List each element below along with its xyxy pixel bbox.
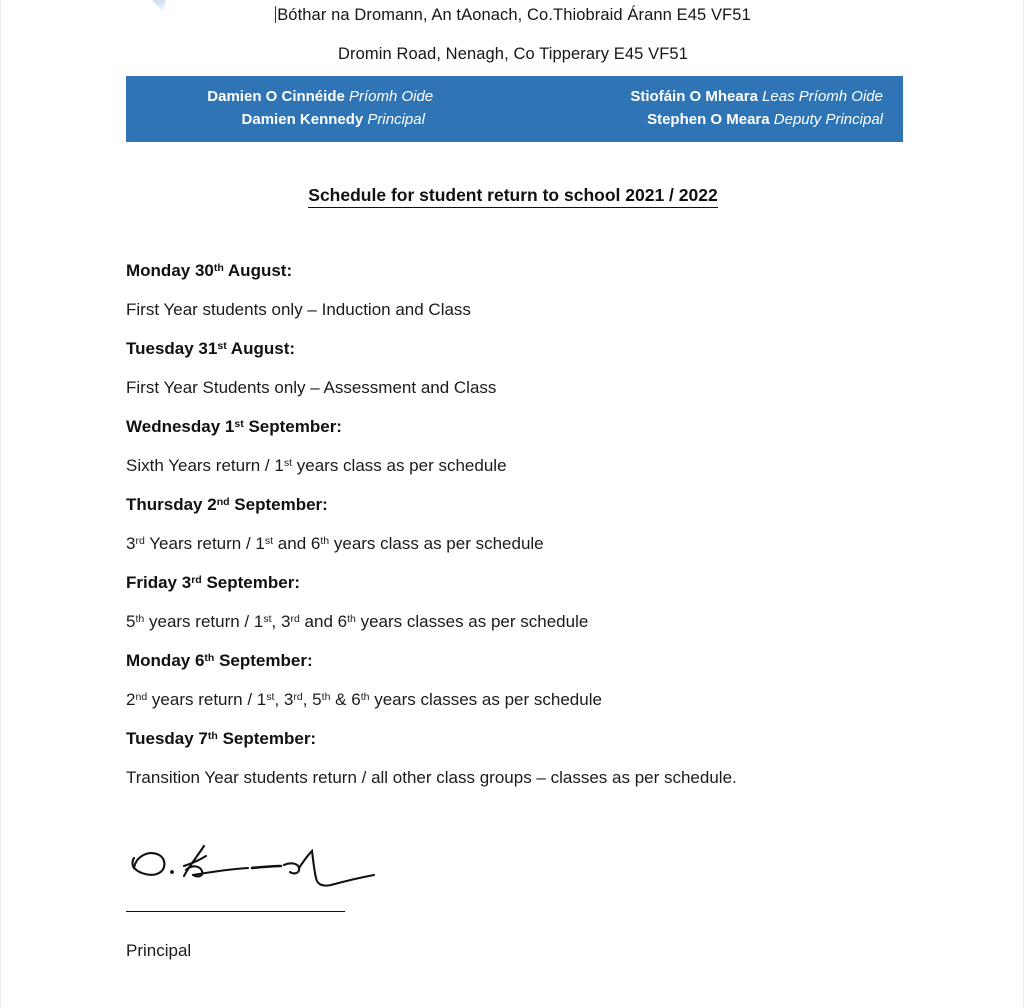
principal-irish-row (140, 86, 501, 109)
page-title-text: Schedule for student return to school 2021 / 2022 (308, 185, 717, 208)
signature-strokes-icon (126, 838, 386, 896)
schedule-date-heading: Thursday 2nd September: (126, 495, 328, 514)
address-irish-text: Bóthar na Dromann, An tAonach, Co.Thiobraid Árann E45 VF51 (277, 6, 751, 24)
schedule-detail-line: 3rd Years return / 1st and 6th years class as per schedule (126, 534, 544, 553)
schedule-date-heading: Wednesday 1st September: (126, 417, 342, 436)
schedule-detail-line: Sixth Years return / 1st years class as per schedule (126, 456, 507, 475)
schedule-date-heading: Monday 6th September: (126, 651, 313, 670)
principal-role-english: Principal (367, 111, 425, 128)
signature-role-label: Principal (126, 941, 192, 960)
principal-name-irish: Damien O Cinnéide (207, 88, 345, 106)
principals-banner (126, 76, 903, 142)
schedule-list (126, 262, 956, 808)
letterhead (1, 0, 1024, 72)
deputy-role-english: Deputy Principal (773, 111, 883, 128)
deputy-irish-row (529, 86, 884, 109)
schedule-date-heading: Tuesday 7th September: (126, 729, 317, 748)
schedule-detail-line: 5th years return / 1st, 3rd and 6th years classes as per schedule (126, 612, 589, 631)
schedule-date-heading: Friday 3rd September: (126, 573, 300, 592)
banner-column-deputy (515, 86, 904, 132)
address-line-irish (1, 6, 1024, 25)
principal-role-irish: Príomh Oide (349, 88, 434, 106)
signature-rule (126, 911, 345, 912)
schedule-date-heading: Tuesday 31st August: (126, 339, 296, 358)
schedule-detail-line: First Year students only – Induction and Class (126, 300, 471, 319)
schedule-date-heading: Monday 30th August: (126, 261, 293, 280)
deputy-name-english: Stephen O Meara (647, 111, 770, 128)
schedule-detail-line: 2nd years return / 1st, 3rd, 5th & 6th years classes as per schedule (126, 690, 602, 709)
deputy-name-irish: Stiofáin O Mheara (630, 88, 758, 106)
banner-column-principal (126, 86, 515, 132)
principal-english-row (140, 109, 501, 132)
page-title (1, 185, 1024, 206)
address-line-english: Dromin Road, Nenagh, Co Tipperary E45 VF51 (338, 45, 688, 63)
principal-name-english: Damien Kennedy (241, 111, 364, 128)
schedule-detail-line: Transition Year students return / all other class groups – classes as per schedule. (126, 768, 737, 787)
signature-image (126, 838, 426, 896)
deputy-role-irish: Leas Príomh Oide (762, 88, 883, 106)
deputy-english-row (529, 109, 884, 132)
schedule-detail-line: First Year Students only – Assessment and Class (126, 378, 497, 397)
